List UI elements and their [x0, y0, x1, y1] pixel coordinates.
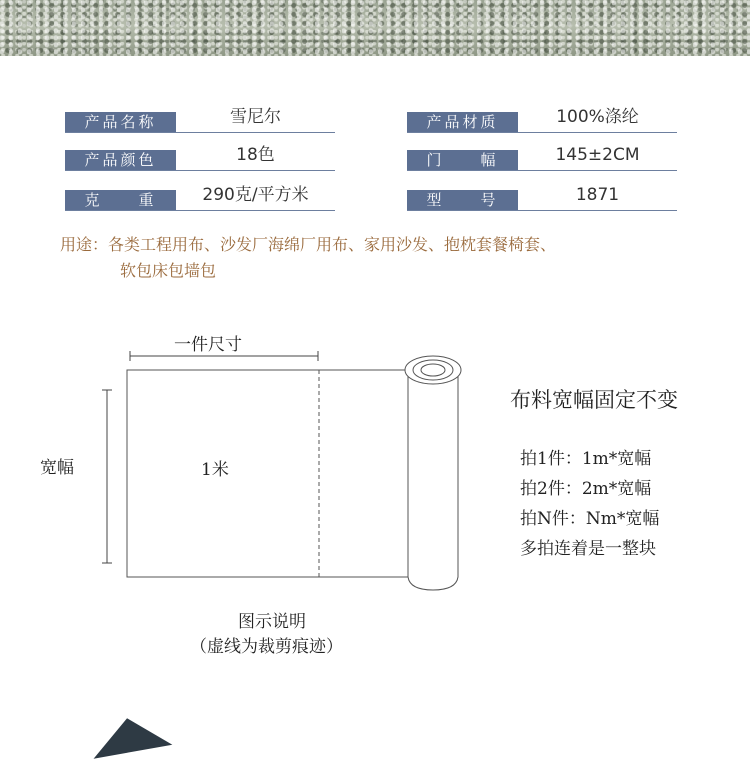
- note-item: 拍N件：Nm*宽幅: [520, 509, 660, 529]
- spec-value: 100%涤纶: [556, 107, 639, 127]
- caption-note: （虚线为裁剪痕迹）: [190, 637, 343, 657]
- spec-label: 产品名称: [65, 112, 176, 132]
- spec-value: 雪尼尔: [230, 107, 281, 127]
- width-label: 宽幅: [40, 458, 74, 478]
- piece-size-label: 一件尺寸: [174, 335, 242, 355]
- spec-value: 145±2CM: [555, 145, 640, 165]
- note-item: 拍2件：2m*宽幅: [520, 479, 652, 499]
- spec-value: 18色: [236, 145, 275, 165]
- fabric-sheet: [127, 370, 420, 577]
- usage-line-2: 软包床包墙包: [120, 261, 217, 280]
- fabric-roll-body: [408, 370, 458, 590]
- caption-title: 图示说明: [238, 612, 306, 632]
- spec-label: 门 幅: [407, 150, 518, 170]
- note-item: 多拍连着是一整块: [520, 539, 656, 559]
- spec-label: 产品材质: [407, 112, 518, 132]
- usage-line-1: 用途：各类工程用布、沙发厂海绵厂用布、家用沙发、抱枕套餐椅套、: [60, 235, 557, 254]
- spec-value: 1871: [575, 185, 620, 205]
- spec-value: 290克/平方米: [202, 185, 309, 205]
- length-label: 1米: [201, 460, 229, 480]
- spec-label: 克 重: [65, 190, 176, 210]
- spec-label: 产品颜色: [65, 150, 176, 170]
- note-item: 拍1件：1m*宽幅: [520, 449, 652, 469]
- notes-title: 布料宽幅固定不变: [510, 388, 678, 412]
- spec-label: 型 号: [407, 190, 518, 210]
